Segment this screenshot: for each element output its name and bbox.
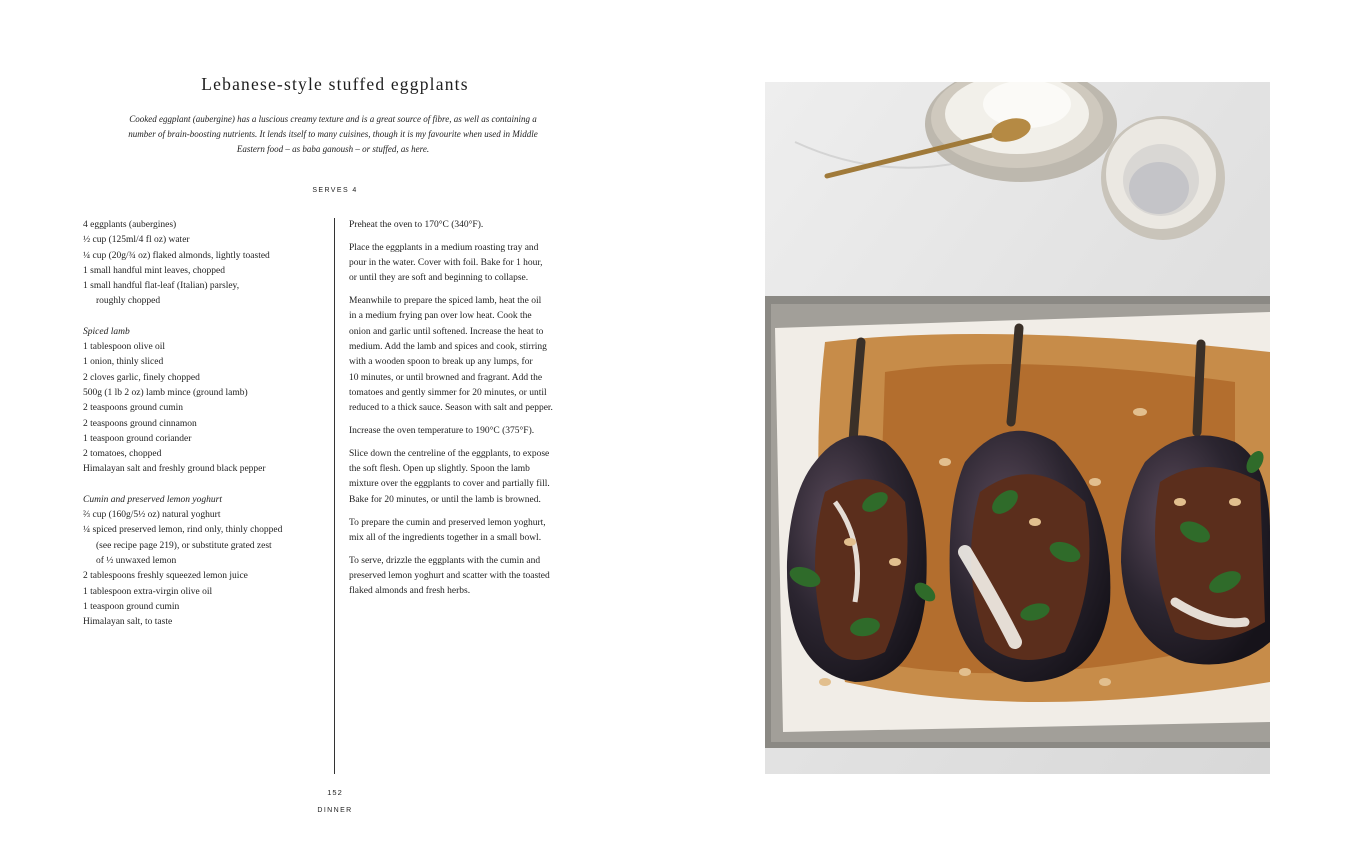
ingredient-line: ¼ spiced preserved lemon, rind only, thinly chopped [83, 525, 283, 536]
method-column [349, 218, 591, 607]
method-line: To prepare the cumin and preserved lemon yoghurt, [349, 517, 546, 528]
ingredient-line: 2 cloves garlic, finely chopped [83, 372, 200, 383]
ingredient-line: 2 teaspoons ground cinnamon [83, 418, 197, 429]
ingredient-line: roughly chopped [96, 296, 161, 307]
ingredient-line: 1 teaspoon ground coriander [83, 433, 192, 444]
ingredient-line: Himalayan salt, to taste [83, 617, 173, 628]
spiced-lamb-heading: Spiced lamb [83, 326, 130, 337]
yoghurt-heading: Cumin and preserved lemon yoghurt [83, 494, 222, 505]
ingredient-line: ¼ cup (20g/¾ oz) flaked almonds, lightly toasted [83, 250, 270, 261]
method-step [349, 554, 591, 600]
salt-bowl [1101, 116, 1225, 240]
recipe-intro: Cooked eggplant (aubergine) has a luscious creamy texture and is a great source of fibre, as well as containing a number of brain-boosting nutrients. It lends itself to many cuisines, though it is my favourite when used in Middle Eastern food – as baba ganoush – or stuffed, as here. [128, 114, 538, 154]
recipe-photo [765, 82, 1270, 774]
ingredient-line: 2 tomatoes, chopped [83, 449, 162, 460]
ingredient-line: 1 onion, thinly sliced [83, 357, 164, 368]
method-line: the soft flesh. Open up slightly. Spoon the lamb [349, 464, 530, 475]
section-label: DINNER [317, 807, 353, 814]
ingredient-line: 1 teaspoon ground cumin [83, 601, 180, 612]
ingredient-line: Himalayan salt and freshly ground black pepper [83, 464, 266, 475]
method-line: Meanwhile to prepare the spiced lamb, heat the oil [349, 296, 542, 307]
method-line: or until they are soft and beginning to collapse. [349, 273, 529, 284]
method-line: 10 minutes, or until browned and fragrant. Add the [349, 372, 543, 383]
method-line: in a medium frying pan over low heat. Cook the [349, 311, 532, 322]
method-line: pour in the water. Cover with foil. Bake for 1 hour, [349, 258, 543, 269]
method-line: flaked almonds and fresh herbs. [349, 586, 471, 597]
ingredient-line: 500g (1 lb 2 oz) lamb mince (ground lamb) [83, 387, 248, 398]
method-line: medium. Add the lamb and spices and cook, stirring [349, 342, 547, 353]
method-step [349, 294, 591, 416]
method-step [349, 241, 591, 287]
method-line: To serve, drizzle the eggplants with the cumin and [349, 555, 541, 566]
method-line: Preheat the oven to 170°C (340°F). [349, 220, 484, 230]
ingredient-line: 2 teaspoons ground cumin [83, 403, 184, 414]
ingredient-line: 1 tablespoon extra-virgin olive oil [83, 586, 213, 597]
ingredient-line: ⅔ cup (160g/5½ oz) natural yoghurt [83, 510, 221, 521]
method-line: preserved lemon yoghurt and scatter with the toasted [349, 570, 550, 581]
method-line: Bake for 20 minutes, or until the lamb is browned. [349, 494, 541, 505]
page-number: 152 [327, 788, 343, 797]
method-step [349, 424, 591, 439]
method-step [349, 447, 591, 508]
serves-label: SERVES 4 [312, 187, 358, 194]
method-line: onion and garlic until softened. Increase the heat to [349, 326, 544, 337]
ingredient-line: 1 tablespoon olive oil [83, 342, 166, 353]
method-line: reduced to a thick sauce. Season with salt and pepper. [349, 403, 553, 414]
method-line: with a wooden spoon to break up any lumps, for [349, 357, 533, 368]
method-line: Increase the oven temperature to 190°C (375°F). [349, 426, 535, 437]
ingredient-line: (see recipe page 219), or substitute grated zest [96, 540, 272, 551]
ingredient-line: ½ cup (125ml/4 fl oz) water [83, 235, 190, 246]
method-line: Place the eggplants in a medium roasting tray and [349, 242, 539, 253]
method-line: tomatoes and gently simmer for 20 minutes, or until [349, 387, 547, 398]
ingredient-line: 4 eggplants (aubergines) [83, 220, 177, 230]
ingredient-line: 1 small handful mint leaves, chopped [83, 265, 225, 276]
ingredient-line: of ½ unwaxed lemon [96, 555, 177, 566]
recipe-title: Lebanese-style stuffed eggplants [201, 74, 469, 94]
column-divider [334, 218, 335, 774]
stuffed-eggplant-photo [765, 82, 1270, 774]
method-line: Slice down the centreline of the eggplants, to expose [349, 448, 550, 459]
method-line: mixture over the eggplants to cover and partially fill. [349, 479, 550, 490]
ingredient-line: 2 tablespoons freshly squeezed lemon juice [83, 571, 248, 582]
ingredients-column [83, 218, 323, 630]
ingredient-line: 1 small handful flat-leaf (Italian) parsley, [83, 281, 240, 292]
method-step [349, 218, 591, 233]
method-line: mix all of the ingredients together in a small bowl. [349, 532, 542, 543]
method-step [349, 516, 591, 547]
